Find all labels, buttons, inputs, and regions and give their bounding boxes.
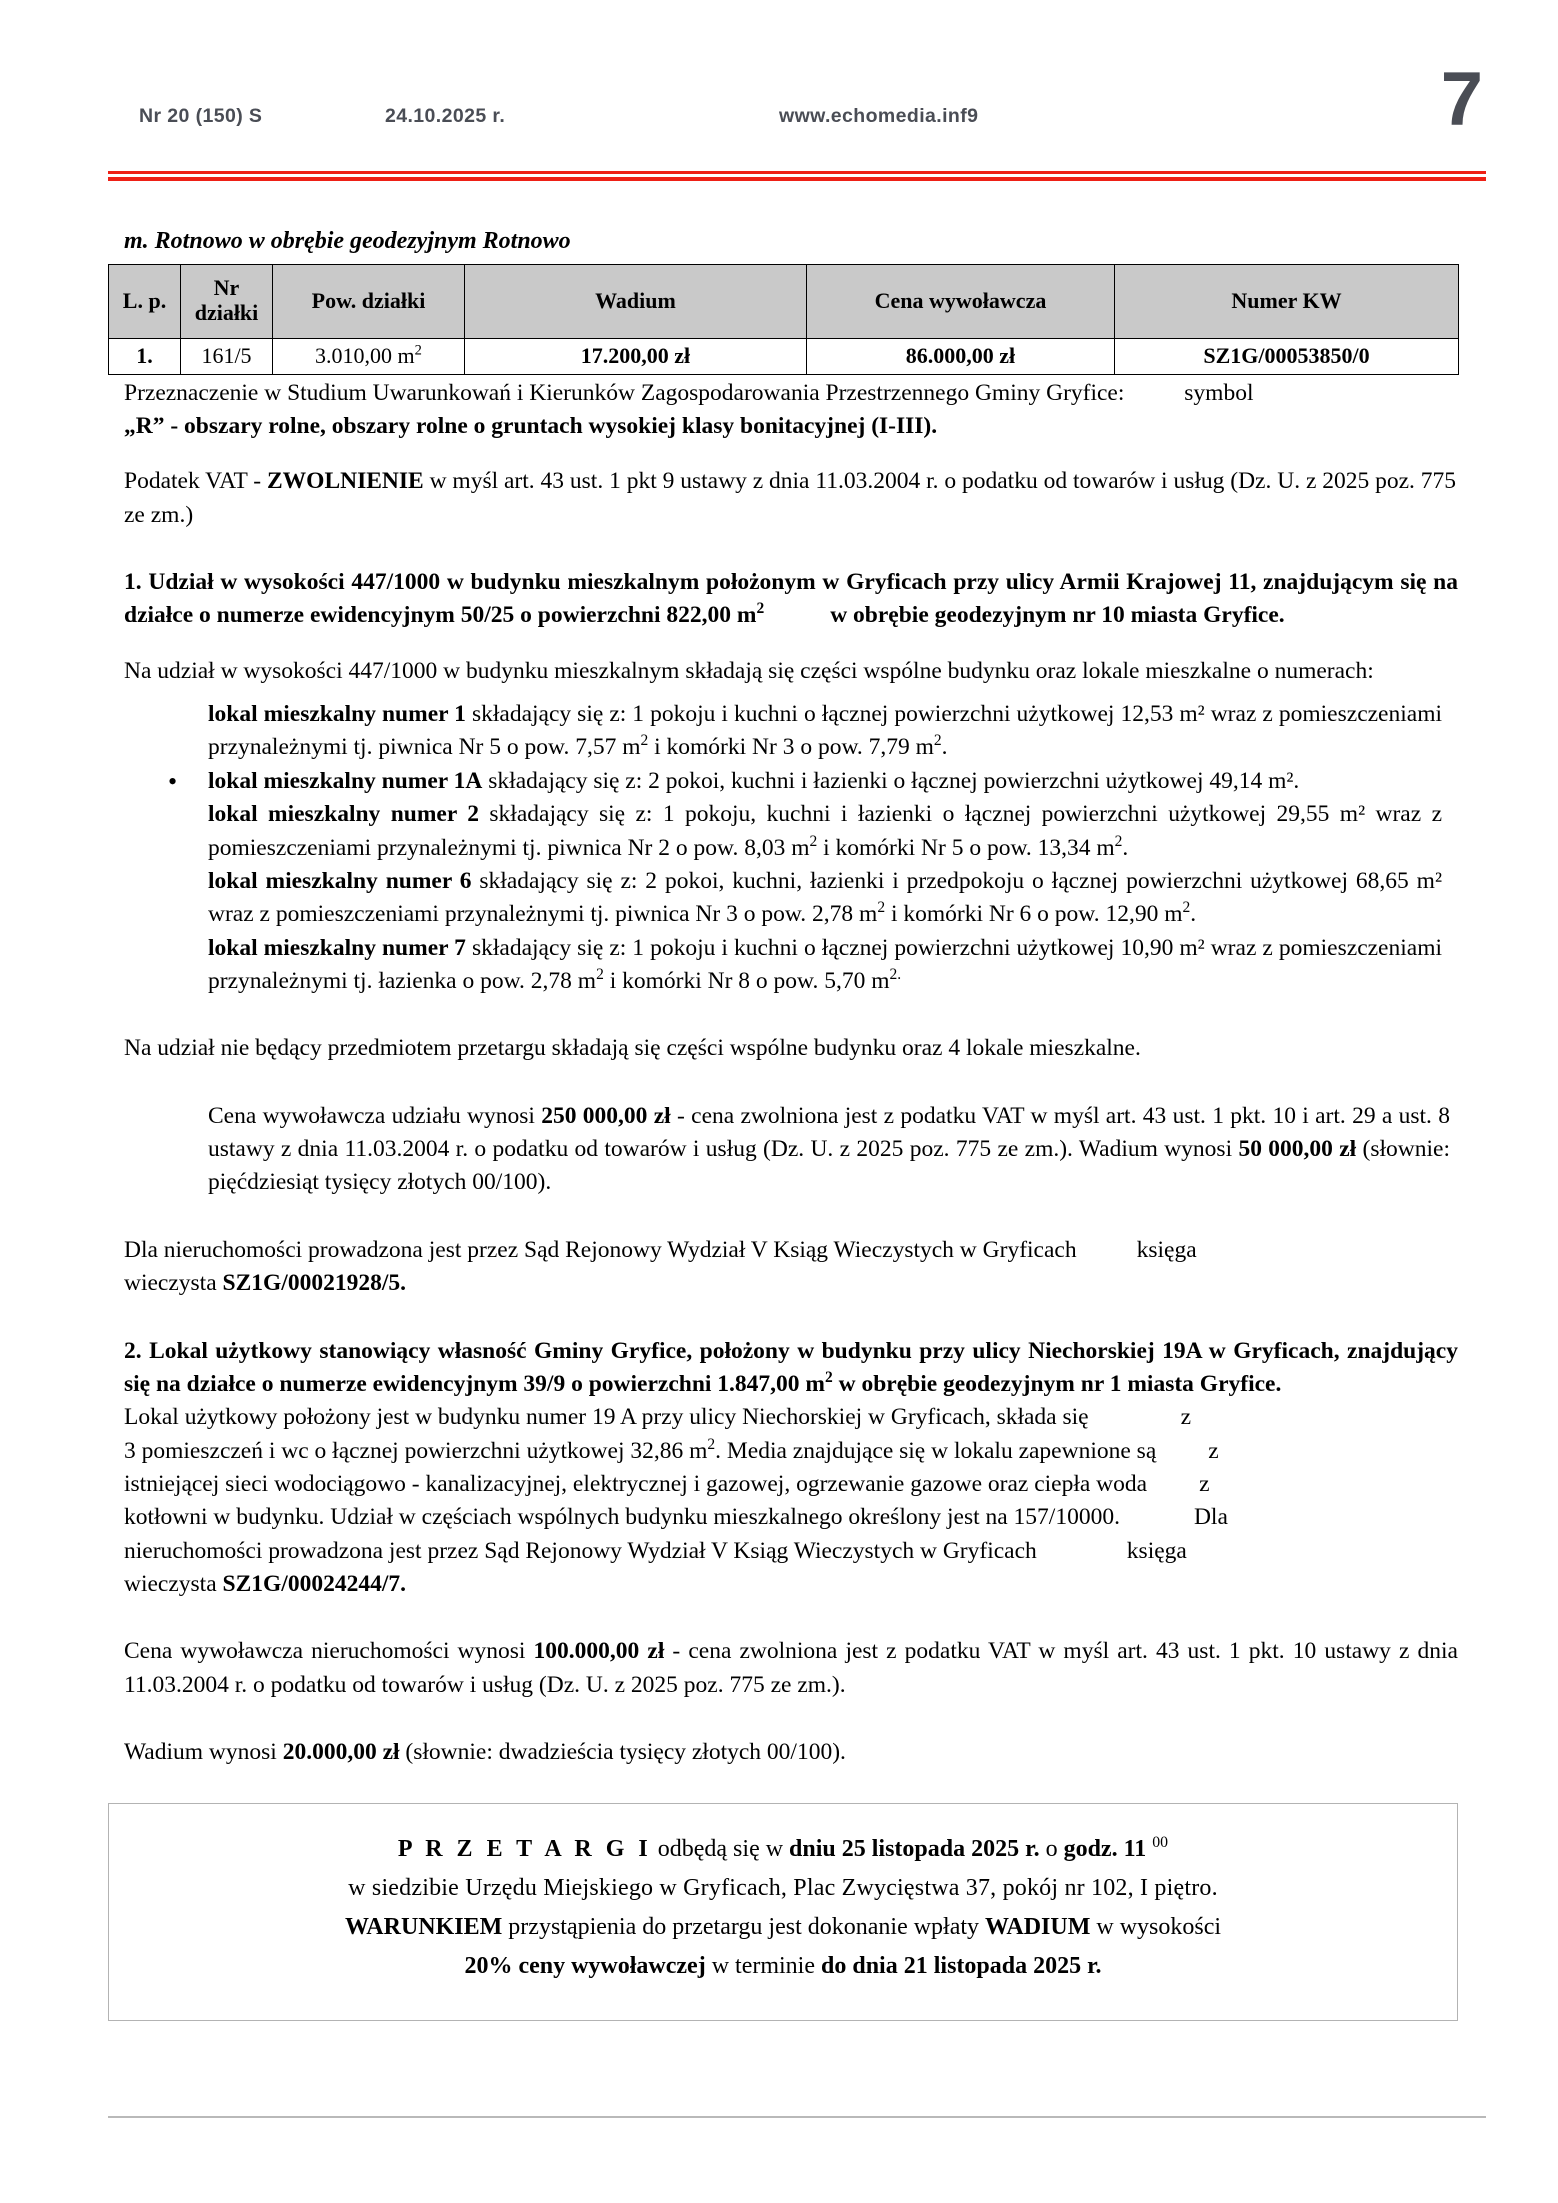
lokal-sup-b: 2 (933, 732, 942, 750)
nieprzetargowy-paragraph: Na udział nie będący przedmiotem przetargu składają się części wspólne budynku oraz 4 lokale mieszkalne. (124, 1035, 1141, 1062)
header-rule-top (108, 171, 1486, 174)
item1-kw-number: SZ1G/00021928/5. (222, 1270, 406, 1297)
lokal-text-b: i komórki Nr 6 o pow. 12,90 m (885, 901, 1183, 928)
item2-body-l2-sup: 2 (707, 1435, 716, 1453)
notice-percent: 20% ceny wywoławczej (464, 1953, 706, 1980)
cell-lp: 1. (109, 338, 181, 374)
cell-pow-sup: 2 (414, 342, 422, 359)
vat-suffix: w myśl art. 43 ust. 1 pkt 9 ustawy z dnia 11.03.2004 r. o podatku od towarów i usług (Dz. U. z 2025 poz. 775 ze zm.) (124, 468, 1457, 528)
item2-body-l1: Lokal użytkowy położony jest w budynku numer 19 A przy ulicy Niechorskiej w Gryficach, składa się (124, 1404, 1089, 1431)
item2-heading-block (108, 1335, 1458, 1402)
item2-body-l4: kotłowni w budynku. Udział w częściach wspólnych budynku mieszkalnego określony jest na 157/10000. (124, 1504, 1120, 1531)
header-divider (108, 171, 1486, 181)
notice-warunkiem: WARUNKIEM (344, 1914, 503, 1941)
lokal-sup-a: 2 (596, 966, 604, 984)
przeznaczenie-tail: symbol (1184, 379, 1254, 406)
przeznaczenie-text: Przeznaczenie w Studium Uwarunkowań i Kierunków Zagospodarowania Przestrzennego Gminy Gryfice: (124, 379, 1125, 406)
website-url: www.echomedia.inf9 (779, 105, 979, 127)
item1-kw-line2 (124, 1267, 1458, 1300)
item2-body-block (108, 1401, 1458, 1601)
przeznaczenie-block (108, 377, 1458, 444)
item2-cena-paragraph (124, 1635, 1458, 1702)
th-nr-dzialki (181, 264, 273, 338)
cell-nr-dzialki: 161/5 (181, 338, 273, 374)
item2-body-l2a: 3 pomieszczeń i wc o łącznej powierzchni użytkowej 32,86 m (124, 1437, 708, 1464)
notice-line-3 (139, 1908, 1427, 1947)
lokal-sup-a: 2 (640, 732, 649, 750)
cell-pow-value: 3.010,00 m (315, 342, 415, 368)
vat-bold: ZWOLNIENIE (266, 468, 424, 495)
vat-paragraph (124, 465, 1458, 532)
notice-wadium-word: WADIUM (985, 1914, 1091, 1941)
notice-deadline: do dnia 21 listopada 2025 r. (821, 1953, 1102, 1980)
lokal-text-c: . (1190, 901, 1197, 928)
footer-divider (108, 2116, 1486, 2118)
lokal-label: lokal mieszkalny numer 1A (208, 767, 483, 794)
item2-wadium-part2: (słownie: dwadzieścia tysięcy złotych 00/100). (399, 1739, 846, 1766)
table-header-row (109, 264, 1459, 338)
item2-body-l2b: . Media znajdujące się w lokalu zapewnione są (715, 1437, 1157, 1464)
lokal-text-c: . (1122, 834, 1129, 861)
notice-date: dniu 25 listopada 2025 r. (789, 1836, 1040, 1863)
vat-block (108, 465, 1458, 532)
lokal-label: lokal mieszkalny numer 6 (208, 867, 472, 894)
lokal-label: lokal mieszkalny numer 1 (208, 701, 466, 728)
item1-cena-value: 250 000,00 zł (541, 1102, 671, 1129)
item1-wadium-value: 50 000,00 zł (1238, 1136, 1357, 1163)
item1-kw-line1 (124, 1234, 1458, 1267)
item1-kw-block (108, 1234, 1458, 1301)
lokal-text-c: . (941, 734, 948, 761)
nieprzetargowy-block (108, 1032, 1458, 1065)
th-nr-line1: Nr (213, 275, 240, 301)
item2-cena-part1: Cena wywoławcza nieruchomości wynosi (124, 1638, 534, 1665)
item2-body-l3: istniejącej sieci wodociągowo - kanalizacyjnej, elektrycznej i gazowej, ogrzewanie gazowe oraz ciepła woda (124, 1470, 1148, 1497)
item2-body-line6 (124, 1568, 1458, 1601)
item2-cena-value: 100.000,00 zł (533, 1638, 665, 1665)
masthead (0, 105, 1558, 145)
item2-body-l4-tail: Dla (1193, 1504, 1228, 1531)
lokal-sup-b: 2 (1114, 832, 1123, 850)
item2-body-line4 (124, 1501, 1458, 1534)
vat-prefix: Podatek VAT - (124, 468, 267, 495)
th-numer-kw: Numer KW (1115, 264, 1459, 338)
notice-line-1 (139, 1830, 1427, 1869)
item2-wadium-value: 20.000,00 zł (282, 1739, 400, 1766)
lokal-text-a: składający się z: 1 pokoju i kuchni o łącznej powierzchni użytkowej 12,53 m² wraz z pomieszczeniami przynależnymi tj. piwnica Nr 5 o pow. 7,57 m (208, 701, 1442, 761)
th-cena-wywolawcza: Cena wywoławcza (807, 264, 1115, 338)
th-wadium: Wadium (465, 264, 807, 338)
lokal-text-b: i komórki Nr 5 o pow. 13,34 m (817, 834, 1115, 861)
lokal-text-a: składający się z: 2 pokoi, kuchni i łazienki o łącznej powierzchni użytkowej 49,14 m². (482, 767, 1300, 794)
item1-intro: Na udział w wysokości 447/1000 w budynku mieszkalnym składają się części wspólne budynku oraz lokale mieszkalne o numerach: (124, 657, 1374, 684)
list-item (208, 798, 1458, 865)
lokal-label: lokal mieszkalny numer 2 (208, 801, 480, 828)
th-lp: L. p. (109, 264, 181, 338)
item1-heading-block (108, 566, 1458, 633)
item2-body-line1 (124, 1401, 1458, 1434)
notice-l4-mid: w terminie (705, 1953, 822, 1980)
lokal-text-a: składający się z: 1 pokoju, kuchni i łazienki o łącznej powierzchni użytkowej 29,55 m² wraz z pomieszczeniami przynależnymi tj. piwnica Nr 2 o pow. 8,03 m (208, 801, 1442, 861)
item1-heading-part2: w obrębie geodezyjnym nr 10 miasta Gryfice. (830, 602, 1285, 629)
notice-l3-mid: przystąpienia do przetargu jest dokonanie wpłaty (502, 1914, 986, 1941)
item1-cena-paragraph (208, 1100, 1450, 1200)
item2-heading-part1: 2. Lokal użytkowy stanowiący własność Gminy Gryfice, położony w budynku przy ulicy Niechorskiej 19A w Gryficach, znajdujący się na działce o numerze ewidencyjnym 39/9 o powierzchni 1.847,00 m (124, 1337, 1458, 1397)
item2-wadium-part1: Wadium wynosi (124, 1739, 283, 1766)
th-nr-line2: działki (194, 300, 259, 326)
item1-heading-sup: 2 (756, 600, 765, 618)
lokale-list (108, 698, 1458, 998)
item2-heading-sup: 2 (825, 1369, 833, 1387)
cell-numer-kw: SZ1G/00053850/0 (1115, 338, 1459, 374)
lokal-sup-b: 2 (1182, 899, 1191, 917)
item1-kw-tail: księga (1136, 1236, 1197, 1263)
lokal-text-a: składający się z: 1 pokoju i kuchni o łącznej powierzchni użytkowej 10,90 m² wraz z pomieszczeniami przynależnymi tj. łazienka o pow. 2,78 m (208, 934, 1442, 994)
item1-kw-prefix: wieczysta (124, 1270, 223, 1297)
item1-intro-block (108, 655, 1458, 688)
notice-przetargi-word: P R Z E T A R G I (397, 1836, 652, 1863)
list-item (208, 765, 1458, 798)
cell-wadium: 17.200,00 zł (465, 338, 807, 374)
item2-heading (124, 1335, 1458, 1402)
issue-number: Nr 20 (150) S (139, 105, 263, 127)
page-number: 7 (1440, 57, 1483, 142)
lokal-sup-a: 2 (877, 899, 886, 917)
item2-body-line3 (124, 1468, 1458, 1501)
th-pow-dzialki: Pow. działki (273, 264, 465, 338)
header-rule-bottom (108, 177, 1486, 181)
item2-body-l5: nieruchomości prowadzona jest przez Sąd Rejonowy Wydział V Ksiąg Wieczystych w Gryficach (124, 1537, 1037, 1564)
item1-cena-part3: (słownie: pięćdziesiąt tysięcy złotych 00/100). (208, 1136, 1450, 1196)
cell-pow-dzialki (273, 338, 465, 374)
issue-date: 24.10.2025 r. (385, 105, 506, 127)
notice-line-4 (139, 1947, 1427, 1986)
item2-body-line2 (124, 1435, 1458, 1468)
item1-cena-part2: - cena zwolniona jest z podatku VAT w myśl art. 43 ust. 1 pkt. 10 i art. 29 a ust. 8 ustawy z dnia 11.03.2004 r. o podatku od towarów i usług (Dz. U. z 2025 poz. 775 ze zm.). Wadium wynosi (208, 1102, 1450, 1163)
lokal-sup-b: 2. (889, 966, 902, 984)
lokal-text-a: składający się z: 2 pokoi, kuchni, łazienki i przedpokoju o łącznej powierzchni użytkowej 68,65 m² wraz z pomieszczeniami przynależnymi tj. piwnica Nr 3 o pow. 2,78 m (208, 867, 1443, 928)
przetargi-notice-box (108, 1803, 1458, 2021)
list-item (208, 865, 1458, 932)
lokal-text-b: i komórki Nr 3 o pow. 7,79 m (648, 734, 934, 761)
table-row (109, 338, 1459, 374)
article-body (108, 228, 1458, 2021)
item2-body-l2-tail: z (1208, 1437, 1219, 1464)
list-item (208, 932, 1458, 999)
notice-time: godz. 11 (1063, 1836, 1153, 1863)
item1-heading-part1: 1. Udział w wysokości 447/1000 w budynku mieszkalnym położonym w Gryficach przy ulicy Armii Krajowej 11, znajdującym się na działce o numerze ewidencyjnym 50/25 o powierzchni 822,00 m (124, 569, 1458, 629)
notice-l1-mid2: o (1039, 1836, 1064, 1863)
notice-l3-tail: w wysokości (1090, 1914, 1222, 1941)
notice-time-sup: 00 (1152, 1834, 1169, 1852)
item2-body-l1-tail: z (1180, 1404, 1192, 1431)
item2-heading-part2: w obrębie geodezyjnym nr 1 miasta Gryfice. (832, 1370, 1282, 1397)
lokal-sup-a: 2 (809, 832, 818, 850)
item2-body-l3-tail: z (1199, 1470, 1210, 1497)
przeznaczenie-line2: „R” - obszary rolne, obszary rolne o gruntach wysokiej klasy bonitacyjnej (I-III). (124, 412, 938, 439)
notice-line-2: w siedzibie Urzędu Miejskiego w Gryficach, Plac Zwycięstwa 37, pokój nr 102, I piętro. (348, 1875, 1218, 1902)
przeznaczenie-line1 (124, 377, 1458, 410)
item2-body-line5 (124, 1535, 1458, 1568)
item2-wadium-block (108, 1736, 1458, 1769)
item2-wadium-paragraph (124, 1736, 1458, 1769)
item2-cena-part2: - cena zwolniona jest z podatku VAT w myśl art. 43 ust. 1 pkt. 10 ustawy z dnia 11.03.2004 r. o podatku od towarów i usług (Dz. U. z 2025 poz. 775 ze zm.). (124, 1638, 1458, 1698)
section-heading: m. Rotnowo w obrębie geodezyjnym Rotnowo (124, 228, 571, 254)
lokal-text-b: i komórki Nr 8 o pow. 5,70 m (603, 967, 890, 994)
item1-cena-part1: Cena wywoławcza udziału wynosi (208, 1102, 542, 1129)
item2-body-l5-tail: księga (1126, 1537, 1187, 1564)
item2-kw-number: SZ1G/00024244/7. (222, 1571, 406, 1598)
notice-l1-mid: odbędą się w (651, 1836, 790, 1863)
lots-table (108, 264, 1459, 375)
item1-cena-block (108, 1100, 1458, 1200)
item2-kw-prefix: wieczysta (124, 1571, 223, 1598)
item2-cena-block (108, 1635, 1458, 1702)
lokal-label: lokal mieszkalny numer 7 (208, 934, 466, 961)
item1-heading (124, 566, 1458, 633)
item1-kw-text: Dla nieruchomości prowadzona jest przez Sąd Rejonowy Wydział V Ksiąg Wieczystych w Gryficach (124, 1236, 1077, 1263)
list-item (208, 698, 1458, 765)
cell-cena: 86.000,00 zł (807, 338, 1115, 374)
